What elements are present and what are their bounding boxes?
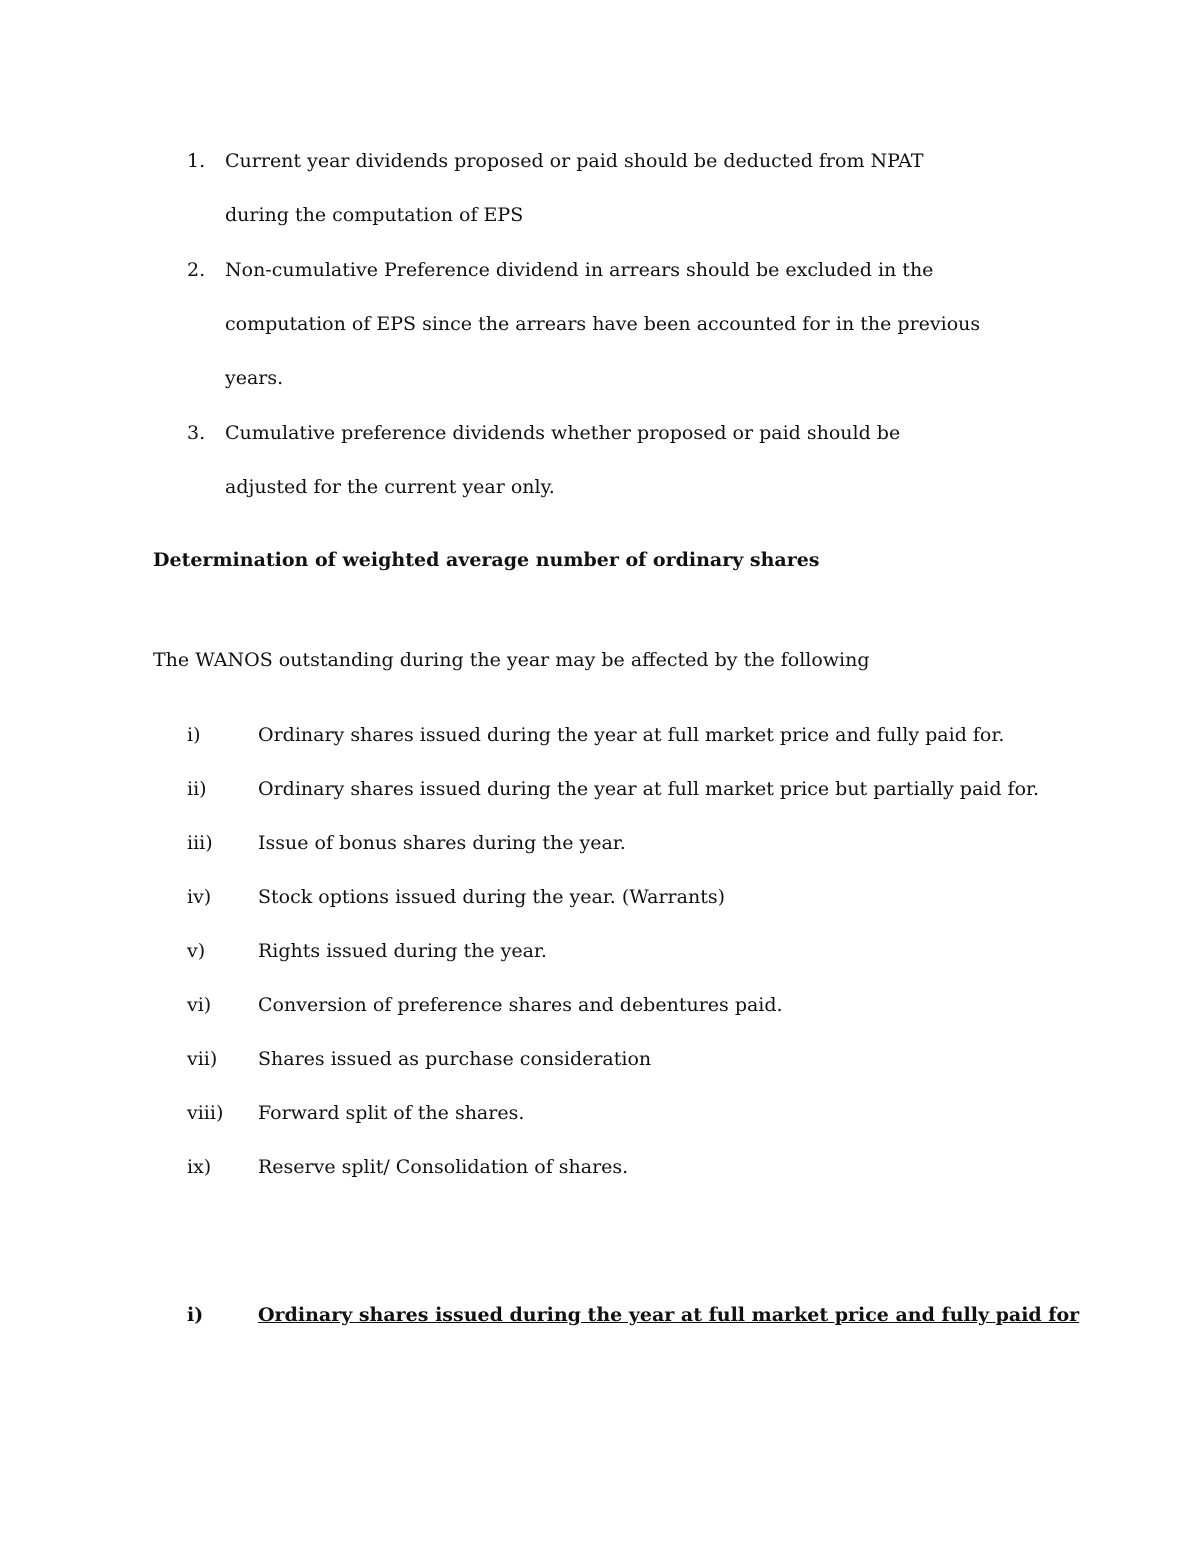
list-text-line: computation of EPS since the arrears have been accounted for in the previous: [225, 313, 981, 335]
list-item-text: Stock options issued during the year. (Warrants): [258, 886, 726, 908]
list-marker: viii): [187, 1102, 224, 1124]
list-marker: 2.: [187, 259, 206, 281]
list-text-line: Current year dividends proposed or paid should be deducted from NPAT: [225, 150, 924, 172]
list-marker: vii): [187, 1048, 218, 1070]
list-item-text: Ordinary shares issued during the year at full market price but partially paid for.: [258, 778, 1040, 800]
list-marker: 1.: [187, 150, 206, 172]
list-item-text: Ordinary shares issued during the year at full market price and fully paid for.: [258, 724, 1005, 746]
list-item-text: Forward split of the shares.: [258, 1102, 525, 1124]
list-marker: v): [187, 940, 206, 962]
list-item-text: Shares issued as purchase consideration: [258, 1048, 652, 1070]
list-marker: i): [187, 724, 201, 746]
list-marker: ii): [187, 778, 207, 800]
list-text-line: adjusted for the current year only.: [225, 476, 555, 498]
subheading-text: Ordinary shares issued during the year at full market price and fully paid for: [258, 1304, 1080, 1326]
list-text-line: Non-cumulative Preference dividend in arrears should be excluded in the: [225, 259, 934, 281]
subheading-marker: i): [187, 1304, 204, 1326]
list-marker: vi): [187, 994, 212, 1016]
list-text-line: during the computation of EPS: [225, 204, 524, 226]
list-text-line: years.: [225, 367, 284, 389]
list-marker: ix): [187, 1156, 212, 1178]
list-item-text: Reserve split/ Consolidation of shares.: [258, 1156, 629, 1178]
list-marker: 3.: [187, 422, 206, 444]
section-heading: Determination of weighted average number of ordinary shares: [153, 549, 820, 571]
list-item-text: Rights issued during the year.: [258, 940, 547, 962]
list-marker: iii): [187, 832, 213, 854]
list-item-text: Issue of bonus shares during the year.: [258, 832, 626, 854]
intro-paragraph: The WANOS outstanding during the year may be affected by the following: [153, 649, 870, 671]
list-text-line: Cumulative preference dividends whether proposed or paid should be: [225, 422, 901, 444]
list-marker: iv): [187, 886, 212, 908]
list-item-text: Conversion of preference shares and debentures paid.: [258, 994, 783, 1016]
